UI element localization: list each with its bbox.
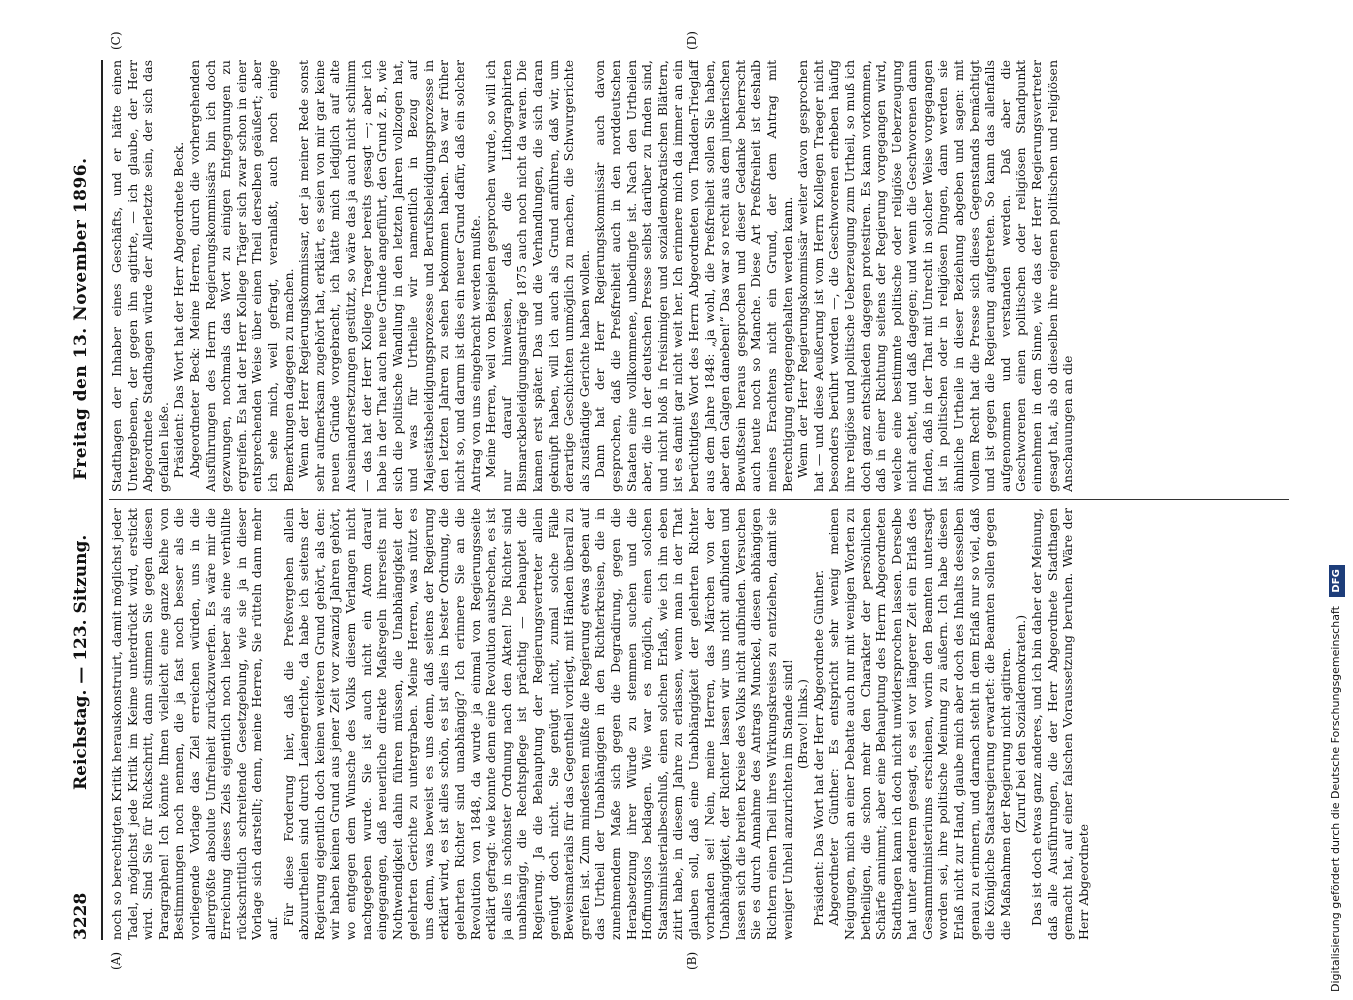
dfg-logo: DFG <box>1329 565 1345 596</box>
session-title: Reichstag. — 123. Sitzung. <box>71 534 91 790</box>
paragraph: Wenn der Herr Regierungskommissar, der ja meiner Rede sonst sehr aufmerksam zugehört hat, erklärt, es seien von mir gar keine neuen Gründe vorgebracht, ich hätte mich lediglich auf alte Auseinandersetzungen gestützt, so wäre das ja auch nicht schlimm — das hat der Herr Kollege Traeger bereits gesagt —; aber ich habe in der That auch neue Gründe angeführt, den Grund z. B., wie sich die politische Wandlung in den letzten Jahren vollzogen hat, und was für Urtheile wir namentlich in Bezug auf Majestätsbeleidigungsprozesse und Berufsbeleidigungsprozesse in den letzten Jahren zu sehen bekommen haben. Das war früher nicht so, und darum ist dies ein neuer Grund dafür, daß ein solcher Antrag von uns eingebracht werden mußte. <box>296 60 483 492</box>
margin-marker-a: (A) <box>109 951 123 970</box>
interjection: (Bravo! links.) <box>795 679 811 769</box>
paragraph: Abgeordneter Günther: Es entspricht sehr wenig meinen Neigungen, mich an einer Debatte auch nur mit wenigen Worten zu betheiligen, die schon mehr den Charakter der persönlichen Schärfe annimmt; aber eine Behauptung des Herrn Abgeordneten Stadthagen kann ich doch nicht unwidersprochen lassen. Derselbe hat unter anderem gesagt, es sei vor längerer Zeit ein Erlaß des Gesammtministeriums erschienen, worin den Beamten untersagt worden sei, ihre politische Meinung zu äußern. Ich habe diesen Erlaß nicht zur Hand, glaube mich aber doch des Inhalts desselben genau zu erinnern, und darnach steht in dem Erlaß nur so viel, daß die Königliche Staatsregierung erwartet: die Beamten sollen gegen die Maßnahmen der Regierung nicht agitiren. <box>826 508 1013 940</box>
left-column <box>109 508 1289 940</box>
paragraph: Wenn der Herr Regierungskommissär weiter davon gesprochen hat — und diese Aeußerung ist vom Herrn Kollegen Traeger nicht besonders berührt worden —, die Geschworenen erheben häufig ihre religiöse und politische Ueberzeugung zum Urtheil, so muß ich doch ganz entschieden dagegen protestiren. Es kann vorkommen, daß in einer Richtung seitens der Regierung vorgegangen wird, welche eine bestimmte politische oder religiöse Ueberzeugung nicht achtet, und daß dagegen; und wenn die Geschworenen dann finden, daß in der That mit Unrecht in solcher Weise vorgegangen ist in politischen oder in religiösen Dingen, dann werden sie ähnliche Urtheile in dieser Beziehung abgeben und sagen: mit vollem Recht hat die Presse sich dieses Gegenstands bemächtigt und ist gegen die Regierung aufgetreten. So kann das allenfalls aufgenommen und verstanden werden. Daß aber die Geschworenen einen politischen oder religiösen Standpunkt einnehmen in dem Sinne, wie das der Herr Regierungsvertreter gesagt hat, als ob dieselben ihre eigenen politischen und religiösen Anschauungen an die <box>795 60 1076 492</box>
paragraph: Das ist doch etwas ganz anderes, und ich bin daher der Meinung, daß alle Ausführungen, die der Herr Abgeordnete Stadthagen gemacht hat, auf einer falschen Voraussetzung beruhen. Wäre der Herr Abgeordnete <box>1029 508 1091 940</box>
right-column <box>109 60 1289 492</box>
digitization-note <box>1323 8 1349 992</box>
margin-marker-d: (D) <box>685 31 699 50</box>
column-divider <box>109 499 1289 500</box>
paragraph: Für diese Forderung hier, daß die Preßvergehen allein abzuurtheilen sind durch Laiengerichte, da habe ich seitens der Regierung eigentlich doch keinen weiteren Grund gehört, als den: wir haben keinen Grund aus jener Zeit vor zwanzig Jahren gehört, wo entgegen dem Wunsche des Volks diesem Verlangen nicht nachgegeben wurde. Sie ist auch nicht ein Atom darauf eingegangen, daß neuerliche direkte Maßregeln ihrerseits mit Nothwendigkeit dahin führen müssen, die Unabhängigkeit der gelehrten Gerichte zu untergraben. Meine Herren, was nützt es uns denn, was beweist es uns denn, daß seitens der Regierung erklärt wird, es ist alles schön, es ist alles in bester Ordnung, die gelehrten Richter sind unabhängig? Ich erinnere Sie an die Revolution von 1848, da wurde ja einmal von Regierungsseite erklärt gefragt: wie konnte denn eine Revolution ausbrechen, es ist ja alles in schönster Ordnung nach den Akten! Die Richter sind unabhängig, die Rechtspflege ist prächtig — behauptet die Regierung. Ja die Behauptung der Regierungsvertreter allein genügt doch nicht. Sie genügt nicht, zumal solche Fälle Beweismaterials für das Gegentheil vorliegt, mit Händen überall zu greifen ist. Zum mindesten müßte die Regierung etwas geben auf das Urtheil der Unabhängigen in den Richterkreisen, die in zunehmendem Maße sich gegen die Degradirung, gegen die Herabsetzung ihrer Würde zu stemmen suchen und die Hoffnungslos beklagen. Wie war es möglich, einen solchen Staatsministerialbeschluß, einen solchen Erlaß, wie ich ihn eben zitirt habe, in diesem Jahre zu erlassen, wenn man in der That glauben soll, daß eine Unabhängigkeit der gelehrten Richter vorhanden sei! Nein, meine Herren, das Märchen von der Unabhängigkeit, der Richter lassen wir uns nicht aufbinden und lassen sich die breiten Kreise des Volks nicht aufbinden. Versuchen Sie es durch Annahme des Antrags Munckel, diesen abhängigen Richtern einen Theil ihres Wirkungskreises zu entziehen, damit sie weniger Unheil anzurichten im Stande sind! <box>280 508 795 940</box>
funding-note-text: Digitalisierung gefördert durch die Deutsche Forschungsgemeinschaft <box>1329 606 1342 992</box>
page-number: 3228 <box>71 892 91 940</box>
speaker-line: Präsident: Das Wort hat der Herr Abgeordnete Günther. <box>810 569 826 926</box>
paragraph: Meine Herren, weil von Beispielen gesprochen wurde, so will ich nur darauf hinweisen, daß die Lithographirten Bismarckbeleidigungsanträge 1875 auch noch nicht da waren. Die kamen erst später. Das und die Verhandlungen, die sich daran geknüpft haben, will ich auch als Grund anführen, daß wir, um derartige Geschichten unmöglich zu machen, die Schwurgerichte als zuständige Gerichte haben wollen. <box>483 60 592 492</box>
paragraph: Stadthagen der Inhaber eines Geschäfts, und er hätte einen Untergebenen, der gegen ihn agitirte, — ich glaube, der Herr Abgeordnete Stadthagen würde der Allerletzte sein, der sich das gefallen ließe. <box>109 60 171 492</box>
margin-marker-b: (B) <box>685 951 699 970</box>
paragraph: Dann hat der Herr Regierungskommissär auch davon gesprochen, daß die Preßfreiheit auch in den norddeutschen Staaten eine vollkommene, unbedingte ist. Nach den Urtheilen aber, die in der deutschen Presse selbst darüber zu finden sind, und nicht bloß in freisinnigen und sozialdemokratischen Blättern, ist es damit gar nicht weit her. Ich erinnere mich da immer an ein berüchtigtes Wort des Herrn Abgeordneten von Thadden-Trieglaff aus dem Jahre 1848: „ja wohl, die Preßfreiheit sollen Sie haben, aber den Galgen daneben!“ Das war so recht aus dem junkerischen Bewußtsein heraus gesprochen und dieser Gedanke beherrscht auch heute noch so Manche. Diese Art Preßfreiheit ist deshalb meines Erachtens nicht ein Grund, der dem Antrag mit Berechtigung entgegengehalten werden kann. <box>592 60 795 492</box>
page-header <box>65 60 101 940</box>
header-rule <box>101 60 103 940</box>
paragraph: noch so berechtigten Kritik herauskonstruirt, damit möglichst jeder Tadel, möglichst jede Kritik im Keime unterdrückt wird, erstickt wird. Sind Sie für Rückschritt, dann stimmen Sie gegen diesen Paragraphen! Ich könnte Ihnen vielleicht eine ganze Reihe von Bestimmungen noch nennen, die ja fast noch besser als die vorliegende Vorlage das Ziel erreichen würden, uns in die allergrößte absolute Unfreiheit zurückzuwerfen. Es wäre mir die Erreichung dieses Ziels eigentlich noch lieber als eine verhüllte rückschrittlich schreitende Gesetzgebung, wie sie ja in dieser Vorlage sich darstellt; denn, meine Herren, Sie rütteln dann mehr auf. <box>109 508 280 940</box>
interjection: (Zuruf bei den Sozialdemokraten.) <box>1013 614 1029 834</box>
paragraph: Abgeordneter Beck: Meine Herren, durch die vorhergehenden Ausführungen des Herrn Regierungskommissärs bin ich doch gezwungen, nochmals das Wort zu einigen Entgegnungen zu ergreifen. Es hat der Herr Kollege Träger sich zwar schon in einer entsprechenden Weise über einen Theil derselben geäußert; aber ich sehe mich, weil gefragt, veranlaßt, auch noch einige Bemerkungen dagegen zu machen. <box>186 60 296 492</box>
margin-marker-c: (C) <box>109 31 123 50</box>
session-date: Freitag den 13. November 1896. <box>71 157 91 480</box>
rotated-page <box>65 31 1295 970</box>
speaker-line: Präsident: Das Wort hat der Herr Abgeordnete Beck. <box>171 141 187 478</box>
